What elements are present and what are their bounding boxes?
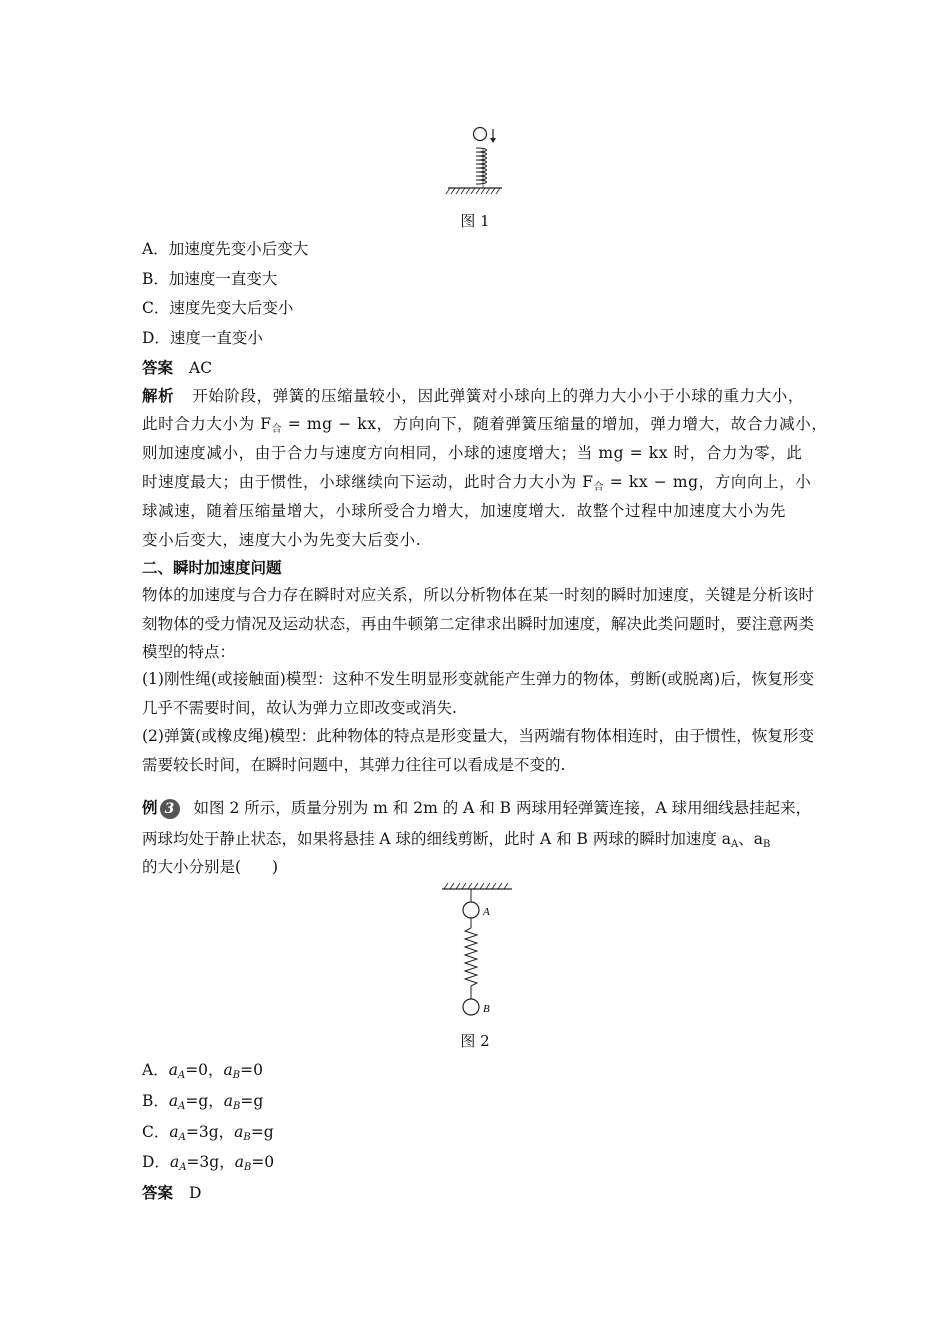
figure-2-hanging-spring (436, 882, 516, 1022)
q3-option-c: C．$a_A=3g$，$a_B=g$ (142, 1123, 274, 1143)
figure-1-spring-ball (440, 122, 510, 202)
q2-option-c: C．速度先变大后变小 (142, 299, 294, 317)
q2-option-a: A．加速度先变小后变大 (142, 240, 309, 258)
analysis-label: 解析 (142, 387, 175, 405)
q2-option-b: B．加速度一直变大 (142, 270, 278, 288)
q3-option-b: B．$a_A=g$，$a_B=g$ (142, 1092, 264, 1112)
q2-option-d: D．速度一直变小 (142, 329, 263, 347)
section-item-2: (2)弹簧(或橡皮绳)模型：此种物体的特点是形变量大，当两端有物体相连时，由于惯性，恢复形变需要较长时间，在瞬时问题中，其弹力往往可以看成是不变的. (142, 727, 814, 774)
figure-2-caption: 图 2 (460, 1032, 490, 1050)
example-label: 例 (142, 799, 158, 817)
section-item-1: (1)刚性绳(或接触面)模型：这种不发生明显形变就能产生弹力的物体，剪断(或脱离)后，恢复形变几乎不需要时间，故认为弹力立即改变或消失. (142, 670, 814, 717)
section-intro: 物体的加速度与合力存在瞬时对应关系，所以分析物体在某一时刻的瞬时加速度，关键是分析该时刻物体的受力情况及运动状态，再由牛顿第二定律求出瞬时加速度，解决此类问题时，要注意两类模型的特点： (142, 586, 814, 661)
example-3-line-2: 两球均处于静止状态，如果将悬挂 A 球的细线剪断，此时 A 和 B 两球的瞬时加速度 $a_A$、$a_B$ (142, 830, 771, 850)
example-number-badge: 3 (160, 799, 180, 819)
analysis-line-1: 解析 开始阶段，弹簧的压缩量较小，因此弹簧对小球向上的弹力大小小于小球的重力大小， (142, 387, 805, 405)
q3-option-d: D．$a_A=3g$，$a_B=0$ (142, 1153, 275, 1173)
example-3-line-3: 的大小分别是( ) (142, 858, 279, 876)
section-heading: 二、瞬时加速度问题 (142, 559, 282, 577)
analysis-line-5: 球减速，随着压缩量增大，小球所受合力增大，加速度增大．故整个过程中加速度大小为先 (142, 502, 787, 520)
analysis-line-3: 则加速度减小，由于合力与速度方向相同，小球的速度增大；当 mg = kx 时，合力为零，此 (142, 444, 803, 462)
figure-1-caption: 图 1 (460, 212, 490, 230)
q3-answer (142, 1183, 201, 1203)
ball-a-label: A (483, 906, 490, 918)
answer-label: 答案 (142, 1184, 174, 1202)
example-3-line-1: 例 3 如图 2 所示，质量分别为 m 和 2m 的 A 和 B 两球用轻弹簧连接，A 球用细线悬挂起来， (142, 799, 812, 817)
analysis-line-4: 时速度最大；由于惯性，小球继续向下运动，此时合力大小为 $F_合$ = kx − mg，方向向上，小 (142, 473, 812, 493)
ball-b-label: B (483, 1003, 490, 1015)
answer-label: 答案 (142, 359, 174, 377)
q2-answer (142, 358, 212, 378)
answer-value: AC (189, 359, 213, 377)
q3-option-a: A．$a_A=0$，$a_B=0$ (142, 1061, 264, 1081)
answer-value: D (189, 1184, 202, 1202)
analysis-line-6: 变小后变大，速度大小为先变大后变小. (142, 531, 422, 549)
analysis-line-2: 此时合力大小为 $F_合$ = mg − kx，方向向下，随着弹簧压缩量的增加，弹力增大，故合力减小， (142, 415, 828, 435)
